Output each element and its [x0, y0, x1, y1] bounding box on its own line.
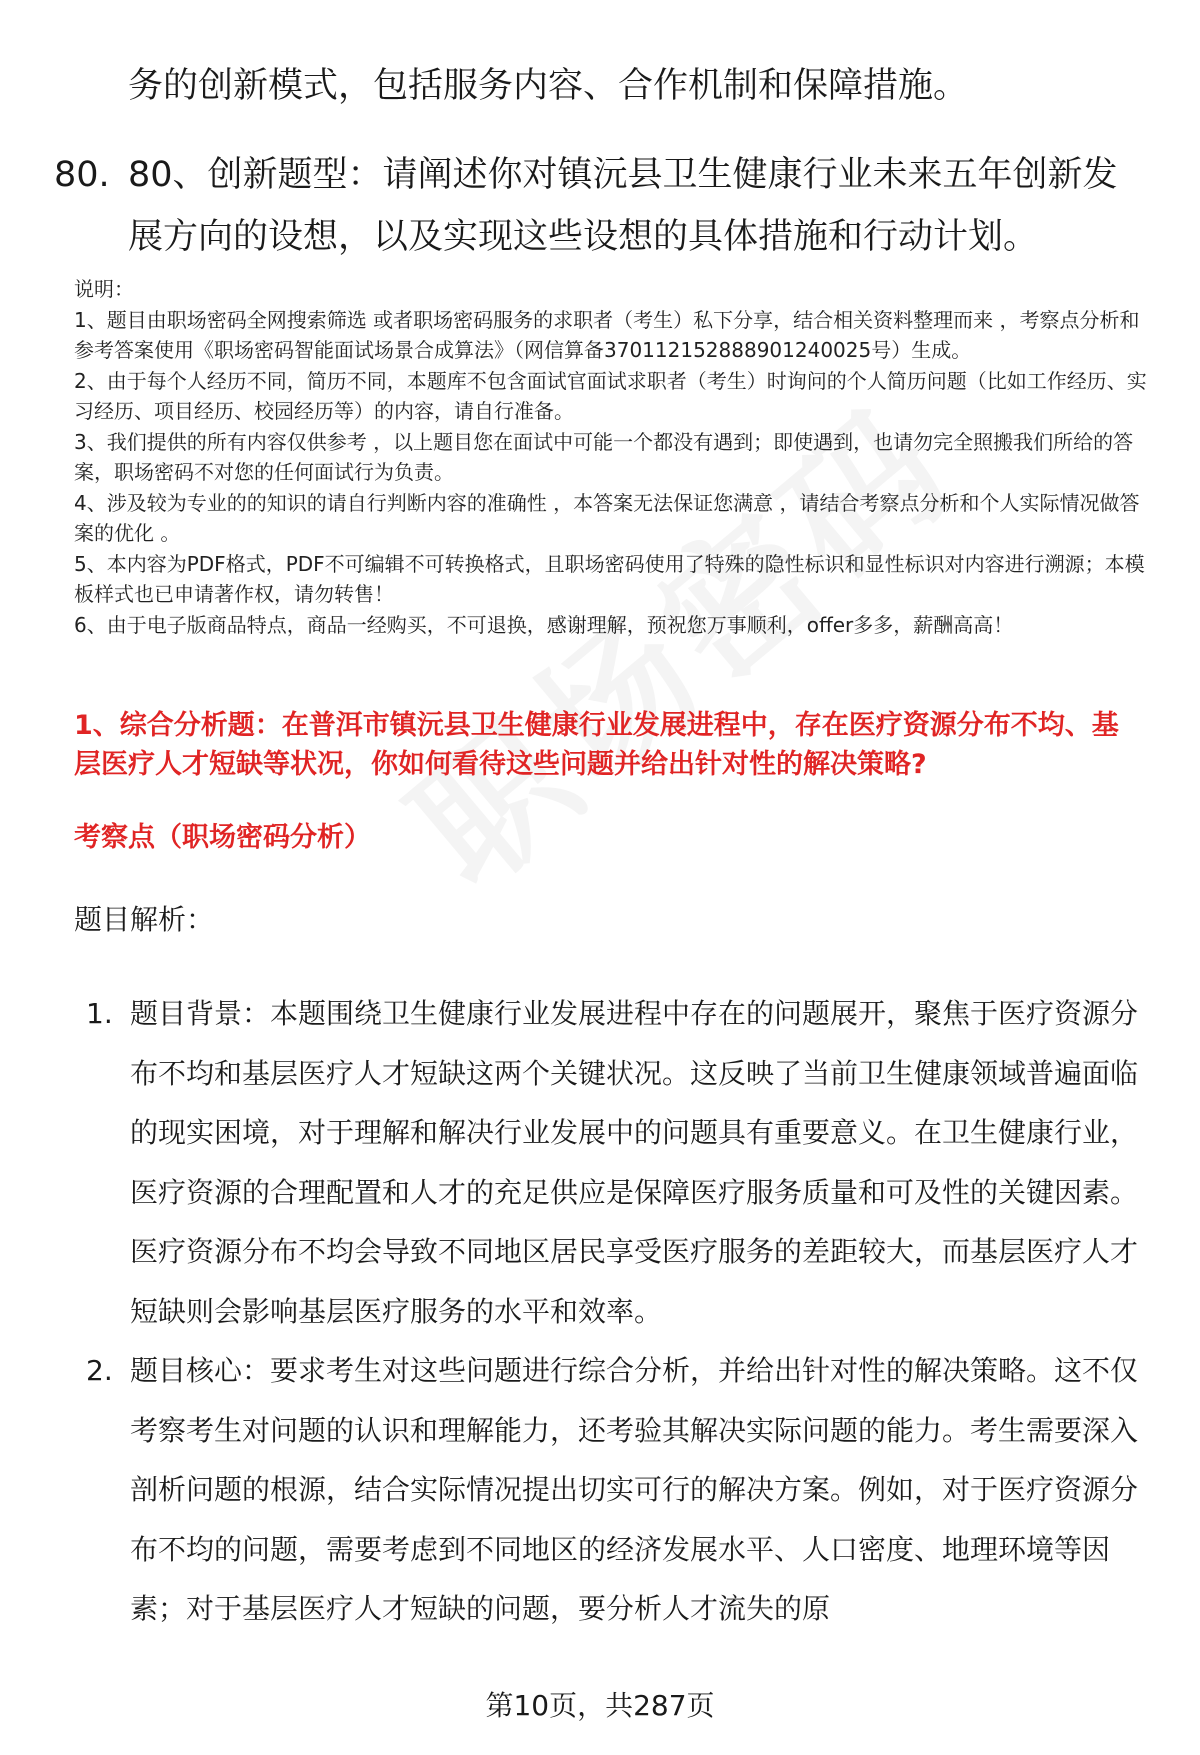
- question-1-title: 1、综合分析题：在普洱市镇沅县卫生健康行业发展进程中，存在医疗资源分布不均、基层医疗人才短缺等状况，你如何看待这些问题并给出针对性的解决策略?: [74, 710, 1119, 780]
- list-item: [80, 1341, 1150, 1639]
- note-item: 1、题目由职场密码全网搜索筛选 或者职场密码服务的求职者（考生）私下分享，结合相关资料整理而来 ，考察点分析和参考答案使用《职场密码智能面试场景合成算法》（网信算备370112152888901240025号）生成。: [74, 307, 1140, 362]
- notes-heading: 说明：: [74, 277, 134, 301]
- list-item-number: 1.: [86, 997, 113, 1030]
- note-item: 2、由于每个人经历不同，简历不同，本题库不包含面试官面试求职者（考生）时询问的个人简历问题（比如工作经历、实习经历、项目经历、校园经历等）的内容，请自行准备。: [74, 368, 1147, 423]
- page-number: 第10页，共287页: [485, 1689, 715, 1722]
- note-item: 4、涉及较为专业的的知识的请自行判断内容的准确性 ，本答案无法保证您满意 ，请结合考察点分析和个人实际情况做答案的优化 。: [74, 490, 1140, 545]
- note-item: 6、由于电子版商品特点，商品一经购买，不可退换，感谢理解，预祝您万事顺利，offer多多，薪酬高高！: [74, 612, 1014, 637]
- analysis-label: 题目解析：: [74, 903, 215, 936]
- list-item-number: 2.: [86, 1354, 113, 1387]
- note-item: 5、本内容为PDF格式，PDF不可编辑不可转换格式，且职场密码使用了特殊的隐性标识和显性标识对内容进行溯源；本模板样式也已申请著作权，请勿转售！: [74, 551, 1145, 606]
- continued-text: 务的创新模式，包括服务内容、合作机制和保障措施。: [128, 66, 969, 106]
- list-item-text: 题目背景：本题围绕卫生健康行业发展进程中存在的问题展开，聚焦于医疗资源分布不均和基层医疗人才短缺这两个关键状况。这反映了当前卫生健康领域普遍面临的现实困境，对于理解和解决行业发展中的问题具有重要意义。在卫生健康行业，医疗资源的合理配置和人才的充足供应是保障医疗服务质量和可及性的关键因素。医疗资源分布不均会导致不同地区居民享受医疗服务的差距较大，而基层医疗人才短缺则会影响基层医疗服务的水平和效率。: [130, 997, 1139, 1328]
- list-item: [80, 984, 1150, 1341]
- question-80-text: 80、创新题型：请阐述你对镇沅县卫生健康行业未来五年创新发展方向的设想，以及实现这些设想的具体措施和行动计划。: [128, 155, 1118, 257]
- notes-section: [74, 274, 1154, 640]
- analysis-list: [80, 984, 1150, 1639]
- kaochadian-heading: 考察点（职场密码分析）: [74, 822, 371, 853]
- note-item: 3、我们提供的所有内容仅供参考 ，以上题目您在面试中可能一个都没有遇到；即使遇到，也请勿完全照搬我们所给的答案，职场密码不对您的任何面试行为负责。: [74, 429, 1134, 484]
- list-item-text: 题目核心：要求考生对这些问题进行综合分析，并给出针对性的解决策略。这不仅考察考生对问题的认识和理解能力，还考验其解决实际问题的能力。考生需要深入剖析问题的根源，结合实际情况提出切实可行的解决方案。例如，对于医疗资源分布不均的问题，需要考虑到不同地区的经济发展水平、人口密度、地理环境等因素；对于基层医疗人才短缺的问题，要分析人才流失的原: [130, 1354, 1139, 1625]
- question-80-number: 80.: [54, 155, 110, 195]
